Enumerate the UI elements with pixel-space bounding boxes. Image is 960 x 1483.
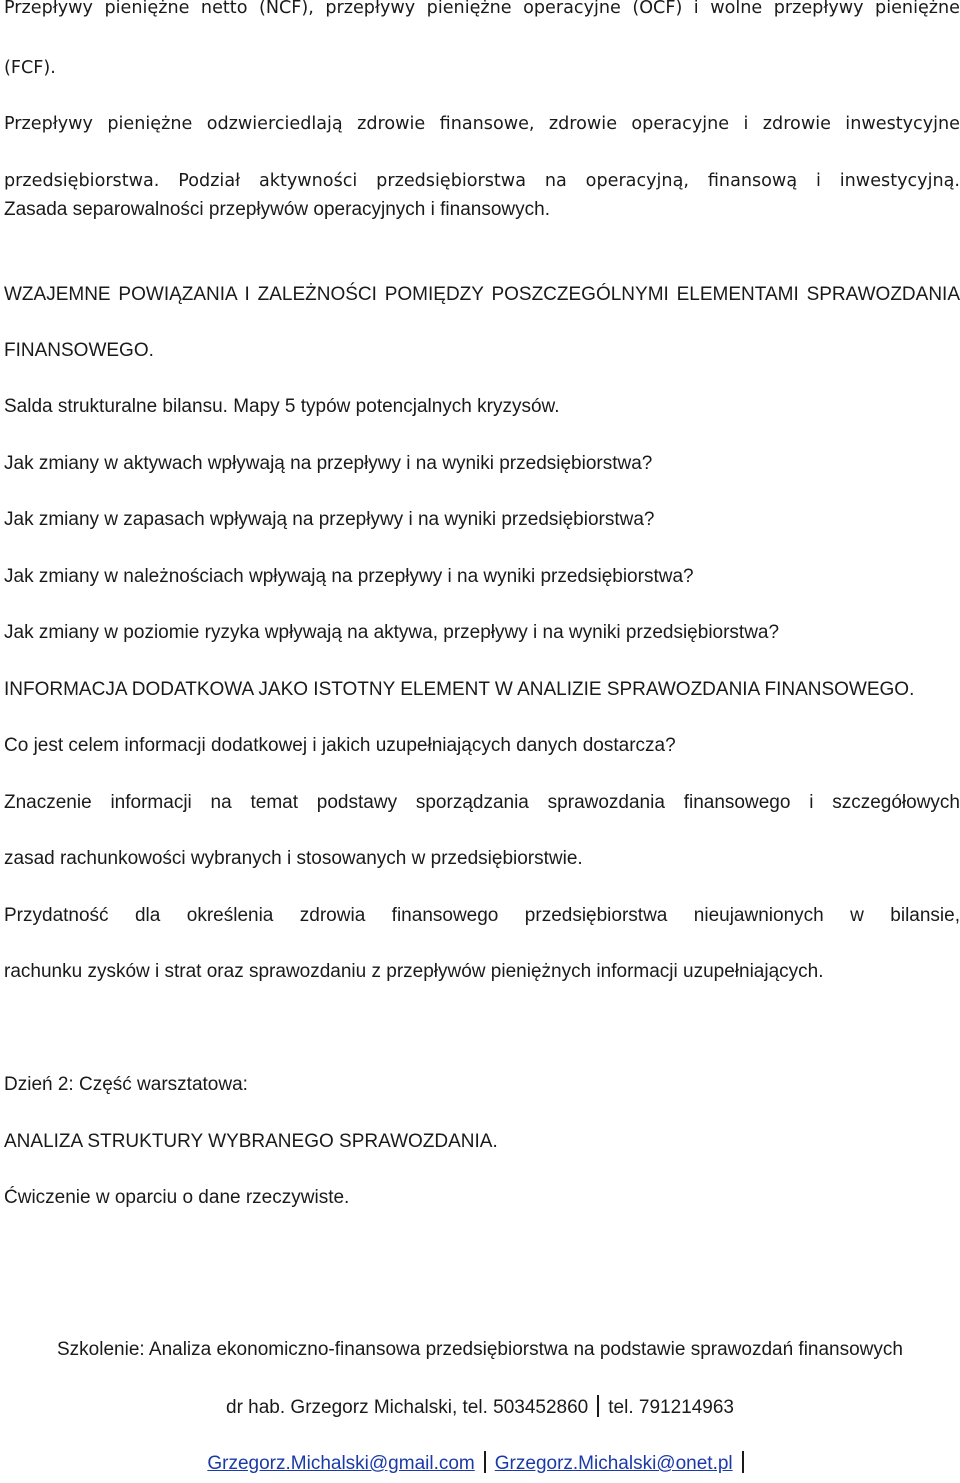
heading-relations-line1: WZAJEMNE POWIĄZANIA I ZALEŻNOŚCI POMIĘDZY POSZCZEGÓLNYMI ELEMENTAMI SPRAWOZDANIA bbox=[4, 284, 960, 305]
separator bbox=[484, 1451, 486, 1473]
question-inventory: Jak zmiany w zapasach wpływają na przepływy i na wyniki przedsiębiorstwa? bbox=[4, 509, 655, 530]
paragraph-balance: Salda strukturalne bilansu. Mapy 5 typów potencjalnych kryzysów. bbox=[4, 396, 560, 417]
paragraph-significance-line2: zasad rachunkowości wybranych i stosowanych w przedsiębiorstwie. bbox=[4, 848, 583, 869]
separator bbox=[742, 1451, 744, 1473]
paragraph-exercise: Ćwiczenie w oparciu o dane rzeczywiste. bbox=[4, 1187, 350, 1208]
heading-day2: Dzień 2: Część warsztatowa: bbox=[4, 1074, 248, 1095]
paragraph-health-line1: Przepływy pieniężne odzwierciedlają zdrowie finansowe, zdrowie operacyjne i zdrowie inwestycyjne bbox=[4, 114, 960, 134]
footer-contact bbox=[0, 1395, 960, 1420]
heading-relations-line2: FINANSOWEGO. bbox=[4, 340, 154, 361]
paragraph-health-line2: przedsiębiorstwa. Podział aktywności przedsiębiorstwa na operacyjną, finansową i inwestycyjną. bbox=[4, 171, 960, 191]
heading-additional-info: INFORMACJA DODATKOWA JAKO ISTOTNY ELEMENT W ANALIZIE SPRAWOZDANIA FINANSOWEGO. bbox=[4, 679, 915, 700]
email-link-gmail[interactable]: Grzegorz.Michalski@gmail.com bbox=[207, 1453, 475, 1474]
footer-contact-name: dr hab. Grzegorz Michalski, tel. 503452860 bbox=[226, 1397, 589, 1418]
question-assets: Jak zmiany w aktywach wpływają na przepływy i na wyniki przedsiębiorstwa? bbox=[4, 453, 653, 474]
question-additional-info: Co jest celem informacji dodatkowej i jakich uzupełniających danych dostarcza? bbox=[4, 735, 676, 756]
question-receivables: Jak zmiany w należnościach wpływają na przepływy i na wyniki przedsiębiorstwa? bbox=[4, 566, 694, 587]
paragraph-usefulness-line2: rachunku zysków i strat oraz sprawozdaniu z przepływów pieniężnych informacji uzupełniających. bbox=[4, 961, 824, 982]
paragraph-separability: Zasada separowalności przepływów operacyjnych i finansowych. bbox=[4, 199, 550, 220]
separator bbox=[597, 1395, 599, 1417]
heading-structure-analysis: ANALIZA STRUKTURY WYBRANEGO SPRAWOZDANIA. bbox=[4, 1131, 498, 1152]
paragraph-significance-line1: Znaczenie informacji na temat podstawy sporządzania sprawozdania finansowego i szczegółowych bbox=[4, 792, 960, 813]
paragraph-cash-flows-line2: (FCF). bbox=[4, 58, 56, 78]
footer-contact-phone2: tel. 791214963 bbox=[608, 1397, 734, 1418]
footer-course-title: Szkolenie: Analiza ekonomiczno-finansowa przedsiębiorstwa na podstawie sprawozdań finansowych bbox=[57, 1339, 903, 1360]
question-risk: Jak zmiany w poziomie ryzyka wpływają na aktywa, przepływy i na wyniki przedsiębiorstwa? bbox=[4, 622, 780, 643]
paragraph-cash-flows-line1: Przepływy pieniężne netto (NCF), przepływy pieniężne operacyjne (OCF) i wolne przepływy pieniężne bbox=[4, 0, 960, 18]
footer-emails bbox=[0, 1451, 960, 1476]
email-link-onet[interactable]: Grzegorz.Michalski@onet.pl bbox=[494, 1453, 733, 1474]
paragraph-usefulness-line1: Przydatność dla określenia zdrowia finansowego przedsiębiorstwa nieujawnionych w bilansie, bbox=[4, 905, 960, 926]
